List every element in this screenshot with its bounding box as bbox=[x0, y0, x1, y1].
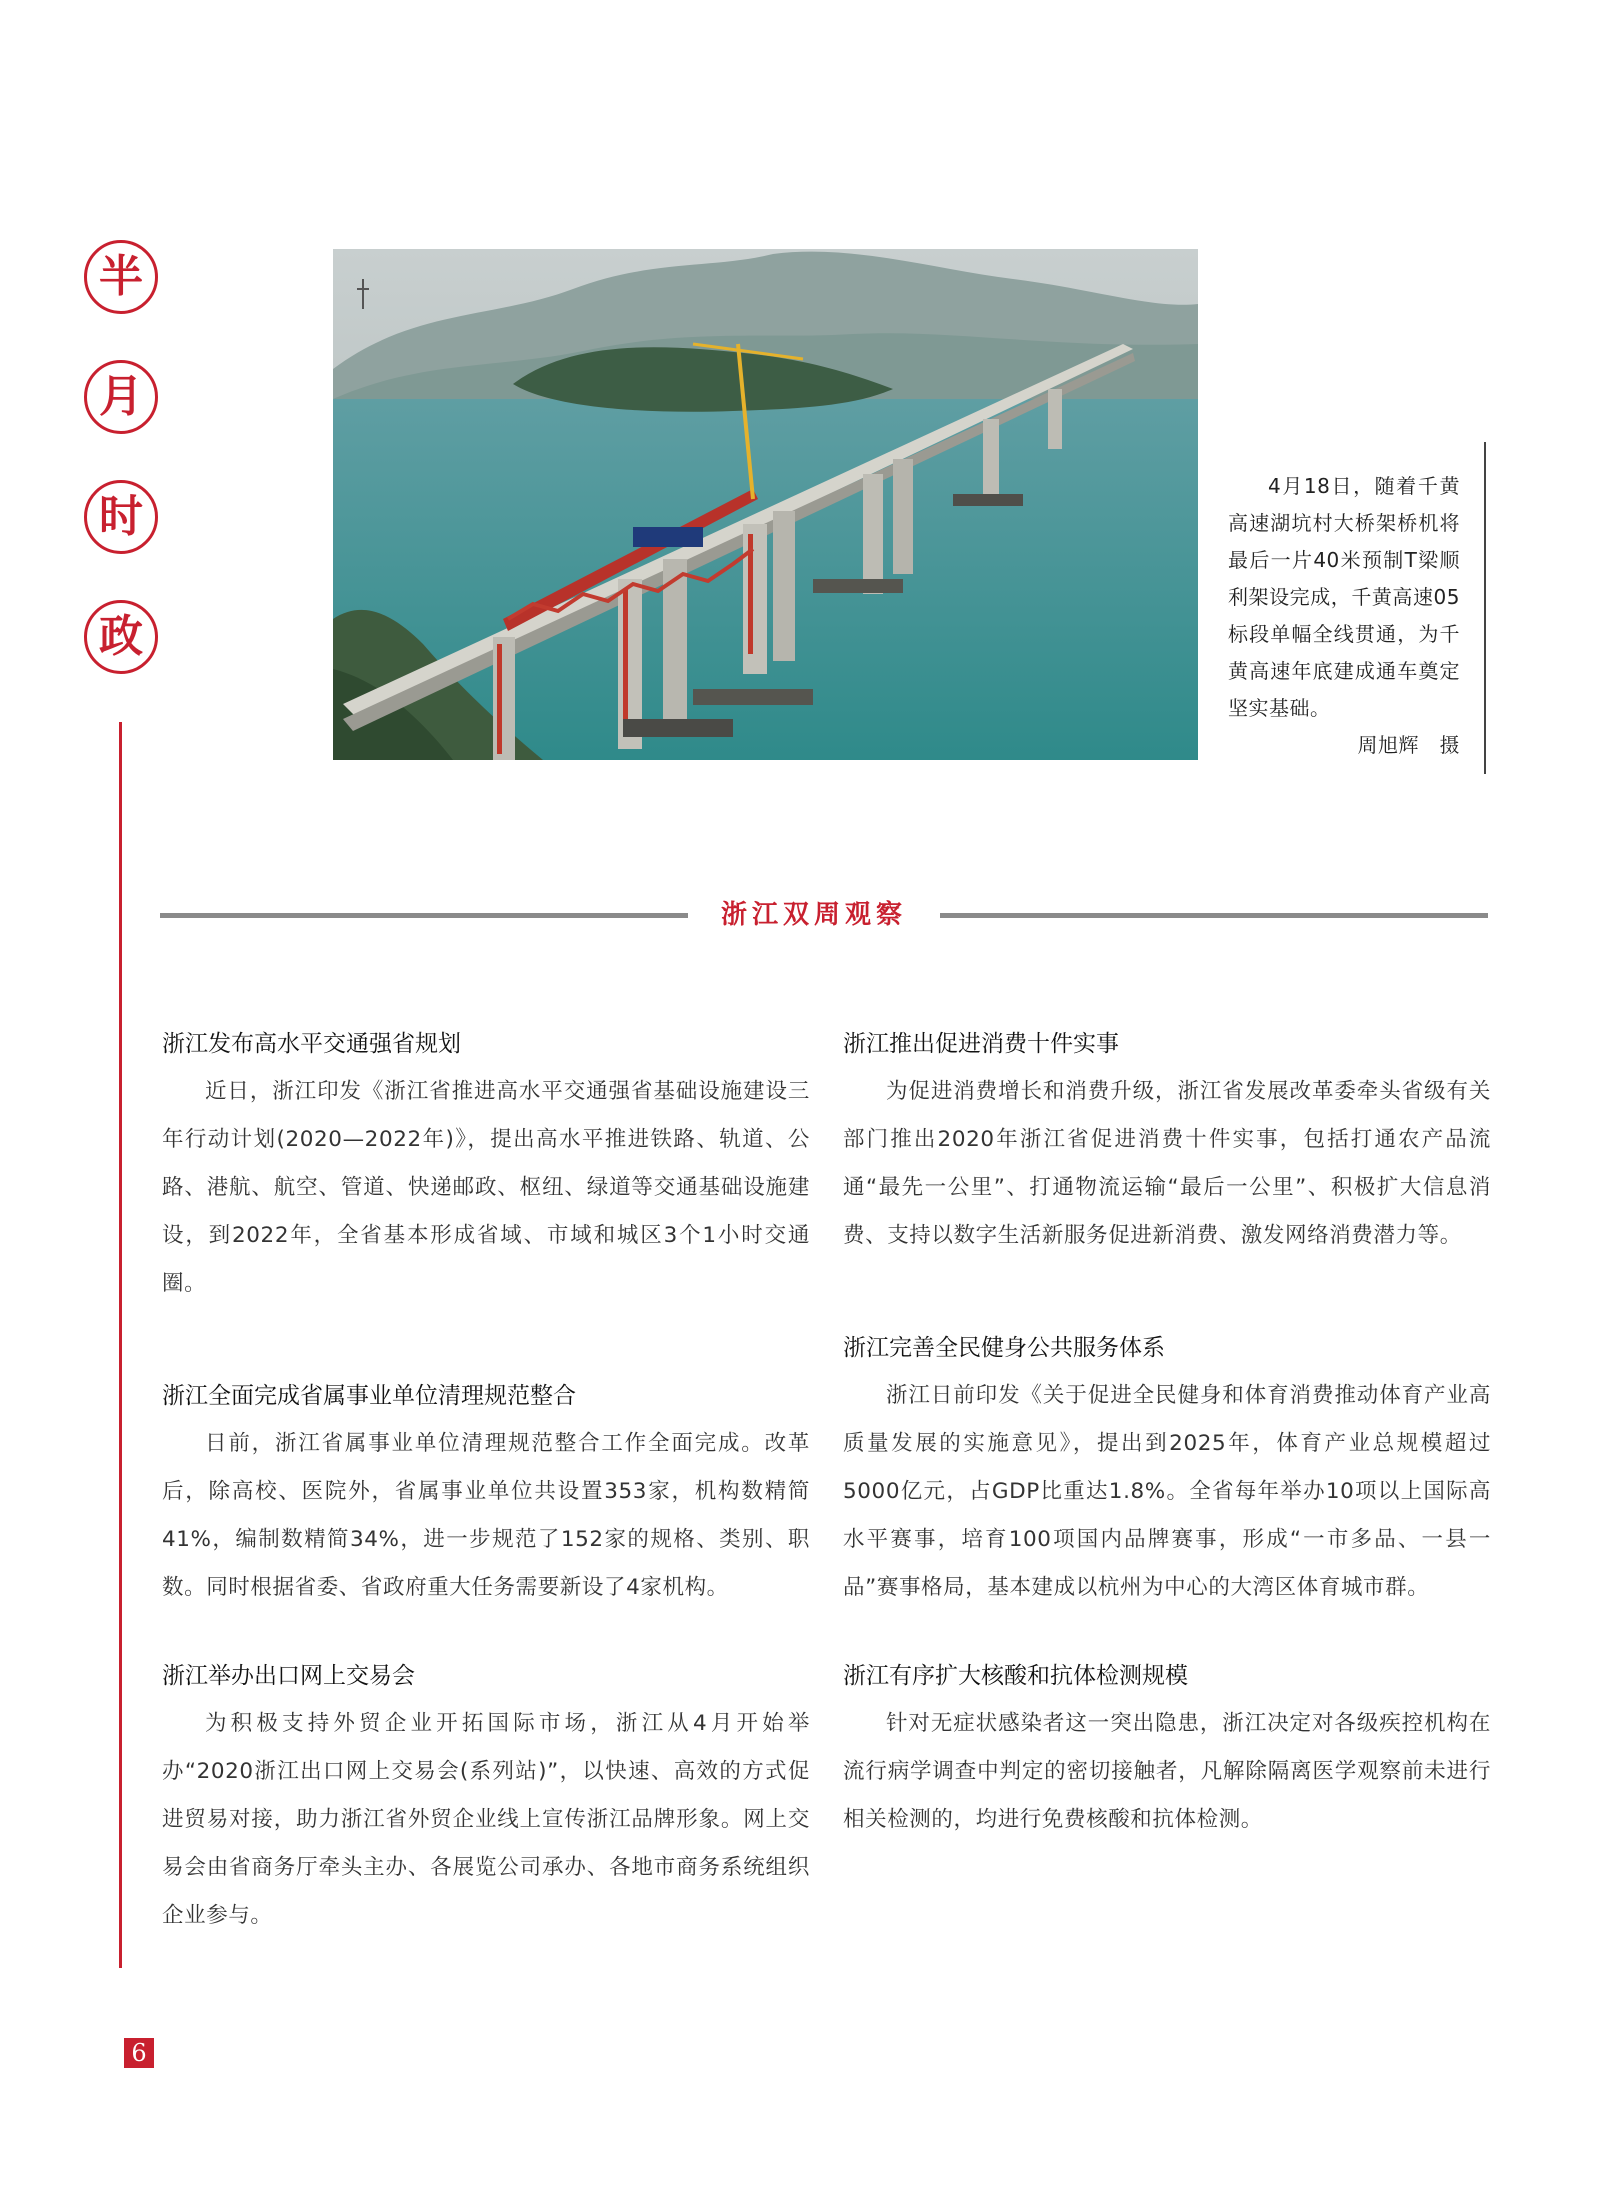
page-number: 6 bbox=[124, 2038, 154, 2068]
article-testing bbox=[843, 1656, 1491, 1844]
article-body: 日前，浙江省属事业单位清理规范整合工作全面完成。改革后，除高校、医院外，省属事业单位共设置353家，机构数精简41%，编制数精简34%，进一步规范了152家的规格、类别、职数。同时根据省委、省政府重大任务需要新设了4家机构。 bbox=[162, 1431, 810, 1600]
article-title: 浙江推出促进消费十件实事 bbox=[843, 1031, 1119, 1057]
caption-text: 4月18日，随着千黄高速湖坑村大桥架桥机将最后一片40米预制T梁顺利架设完成，千黄高速05标段单幅全线贯通，为千黄高速年底建成通车奠定坚实基础。 bbox=[1228, 474, 1460, 720]
article-body: 近日，浙江印发《浙江省推进高水平交通强省基础设施建设三年行动计划(2020—2022年)》，提出高水平推进铁路、轨道、公路、港航、航空、管道、快递邮政、枢纽、绿道等交通基础设施建设，到2022年，全省基本形成省域、市域和城区3个1小时交通圈。 bbox=[162, 1079, 810, 1296]
article-body: 为促进消费增长和消费升级，浙江省发展改革委牵头省级有关部门推出2020年浙江省促进消费十件实事，包括打通农产品流通“最先一公里”、打通物流运输“最后一公里”、积极扩大信息消费、支持以数字生活新服务促进新消费、激发网络消费潜力等。 bbox=[843, 1079, 1491, 1248]
article-title: 浙江举办出口网上交易会 bbox=[162, 1663, 415, 1689]
left-column bbox=[162, 1024, 810, 1940]
article-online-trade-fair bbox=[162, 1656, 810, 1940]
badge-char-4: 政 bbox=[84, 600, 158, 674]
section-title: 浙江双周观察 bbox=[720, 900, 907, 930]
badge-char-1: 半 bbox=[84, 240, 158, 314]
article-fitness bbox=[843, 1328, 1491, 1612]
badge-vertical-rule bbox=[119, 722, 122, 1968]
photo-credit: 周旭辉 摄 bbox=[1357, 733, 1460, 757]
section-rule-right bbox=[940, 913, 1488, 918]
article-consumption bbox=[843, 1024, 1491, 1260]
badge-char-3: 时 bbox=[84, 480, 158, 554]
article-title: 浙江完善全民健身公共服务体系 bbox=[843, 1335, 1165, 1361]
article-title: 浙江全面完成省属事业单位清理规范整合 bbox=[162, 1383, 576, 1409]
article-title: 浙江有序扩大核酸和抗体检测规模 bbox=[843, 1663, 1188, 1689]
article-institution-reform bbox=[162, 1376, 810, 1612]
article-title: 浙江发布高水平交通强省规划 bbox=[162, 1031, 461, 1057]
bridge-photo bbox=[333, 249, 1198, 760]
badge-char-2: 月 bbox=[84, 360, 158, 434]
article-body: 针对无症状感染者这一突出隐患，浙江决定对各级疾控机构在流行病学调查中判定的密切接触者，凡解除隔离医学观察前未进行相关检测的，均进行免费核酸和抗体检测。 bbox=[843, 1711, 1491, 1832]
article-body: 为积极支持外贸企业开拓国际市场，浙江从4月开始举办“2020浙江出口网上交易会(系列站)”，以快速、高效的方式促进贸易对接，助力浙江省外贸企业线上宣传浙江品牌形象。网上交易会由省商务厅牵头主办、各展览公司承办、各地市商务系统组织企业参与。 bbox=[162, 1711, 810, 1928]
article-body: 浙江日前印发《关于促进全民健身和体育消费推动体育产业高质量发展的实施意见》，提出到2025年，体育产业总规模超过5000亿元，占GDP比重达1.8%。全省每年举办10项以上国际高水平赛事，培育100项国内品牌赛事，形成“一市多品、一县一品”赛事格局，基本建成以杭州为中心的大湾区体育城市群。 bbox=[843, 1383, 1491, 1600]
caption-rule bbox=[1484, 442, 1486, 774]
photo-caption bbox=[1228, 468, 1460, 764]
article-transport-plan bbox=[162, 1024, 810, 1308]
section-rule-left bbox=[160, 913, 688, 918]
right-column bbox=[843, 1024, 1491, 1844]
